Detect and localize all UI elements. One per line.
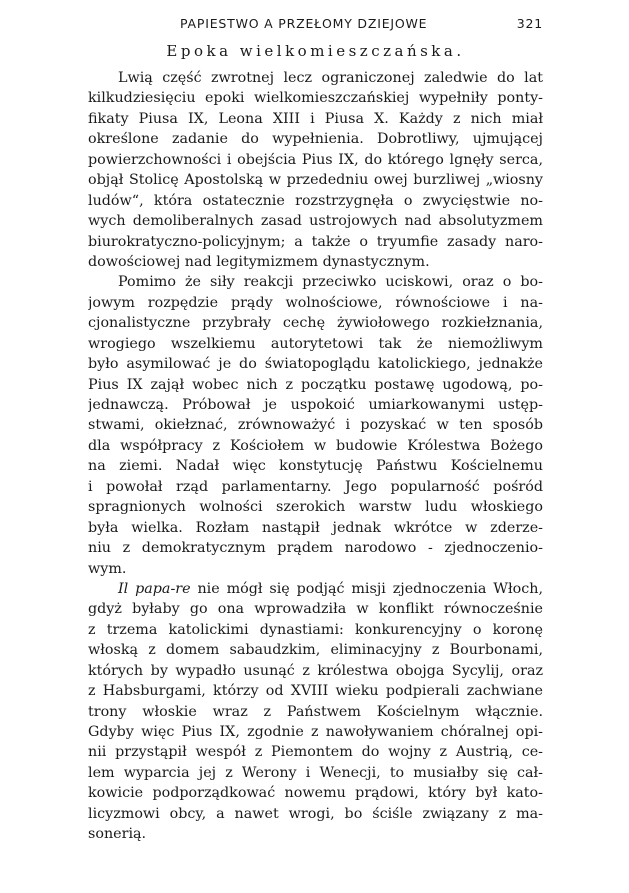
section-title: Epoka wielkomieszczańska.	[166, 42, 465, 60]
text-line: Lwią część zwrotnej lecz ograniczonej zaledwie do lat	[118, 70, 543, 86]
text-line: było asymilować je do światopoglądu katolickiego, jednakże	[88, 356, 543, 373]
text-line: spragnionych wolności szerokich warstw ludu włoskiego	[88, 499, 543, 516]
text-line: ludów“, która ostatecznie rozstrzygnęła o zwycięstwie no-	[88, 192, 543, 209]
italic-phrase: Il papa-re	[118, 580, 191, 597]
text-line: Gdyby więc Pius IX, zgodnie z nawoływaniem chóralnej opi-	[88, 724, 543, 740]
text-line: niu z demokratycznym prądem narodowo - zjednoczenio-	[88, 540, 543, 557]
text-line: wym.	[88, 560, 127, 577]
text-line: z trzema katolickimi dynastiami: konkurencyjny o koronę	[88, 621, 543, 638]
text-line: określone zadanie do wypełnienia. Dobrotliwy, ujmującej	[88, 131, 543, 148]
text-line: jednawczą. Próbował je uspokoić umiarkowanymi ustęp-	[88, 397, 543, 413]
text-line: powierzchowności i obejścia Pius IX, do którego lgnęły serca,	[88, 151, 543, 168]
text-line: kilkudziesięciu epoki wielkomieszczańskiej wypełniły ponty-	[88, 90, 543, 107]
page-number: 321	[516, 16, 543, 31]
text-line: i powołał rząd parlamentarny. Jego popularność pośród	[88, 478, 543, 495]
text-line: cjonalistyczne przybrały cechę żywiołowego rozkiełznania,	[88, 315, 543, 332]
text-line: z Habsburgami, którzy od XVIII wieku podpierali zachwiane	[88, 683, 543, 700]
text-line	[88, 579, 543, 599]
text-line: włoską z domem sabaudzkim, eliminacyjny z Bourbonami,	[88, 642, 543, 659]
text-line: wrogiego wszelkiemu autorytetowi tak że niemożliwym	[88, 335, 543, 352]
text-line-rest: nie mógł się podjąć misji zjednoczenia Włoch,	[190, 580, 543, 597]
running-title: PAPIESTWO A PRZEŁOMY DZIEJOWE	[180, 16, 428, 31]
running-header	[88, 16, 543, 34]
text-line: lem wyparcia jej z Werony i Wenecji, to musiałby się cał-	[88, 764, 543, 781]
text-line: dowościowej nad legitymizmem dynastycznym.	[88, 253, 430, 270]
text-line: Pomimo że siły reakcji przeciwko uciskowi, oraz o bo-	[118, 274, 543, 291]
text-line: nii przystąpił wespół z Piemontem do wojny z Austrią, ce-	[88, 744, 543, 761]
body-text	[88, 68, 543, 845]
text-line: których by wypadło usunąć z królestwa obojga Sycylij, oraz	[88, 662, 543, 679]
text-line: biurokratyczno-policyjnym; a także o tryumfie zasady naro-	[88, 233, 543, 250]
text-line: jowym rozpędzie prądy wolnościowe, równościowe i na-	[88, 294, 543, 311]
text-line: na ziemi. Nadał więc konstytucję Państwu Kościelnemu	[88, 458, 543, 475]
text-line: licyzmowi obcy, a nawet wrogi, bo ściśle związany z ma-	[88, 805, 543, 822]
text-line: kowicie podporządkować nowemu prądowi, który był kato-	[88, 785, 543, 802]
text-line: fikaty Piusa IX, Leona XIII i Piusa X. Każdy z nich miał	[88, 110, 543, 127]
text-line: wych demoliberalnych zasad ustrojowych nad absolutyzmem	[88, 213, 543, 230]
text-line: gdyż byłaby go ona wprowadziła w konflikt równocześnie	[88, 601, 543, 618]
text-line: była wielka. Rozłam nastąpił jednak wkrótce w zderze-	[88, 519, 543, 536]
text-line: sonerią.	[88, 826, 147, 843]
text-line: stwami, okiełznać, zrównoważyć i pozyskać w ten sposób	[88, 417, 543, 434]
text-line: Pius IX zajął wobec nich z początku postawę ugodową, po-	[88, 376, 543, 393]
text-line: trony włoskie wraz z Państwem Kościelnym włącznie.	[88, 703, 543, 720]
text-line: dla współpracy z Kościołem w budowie Królestwa Bożego	[88, 437, 543, 454]
text-line: objął Stolicę Apostolską w przededniu owej burzliwej „wiosny	[88, 172, 543, 189]
